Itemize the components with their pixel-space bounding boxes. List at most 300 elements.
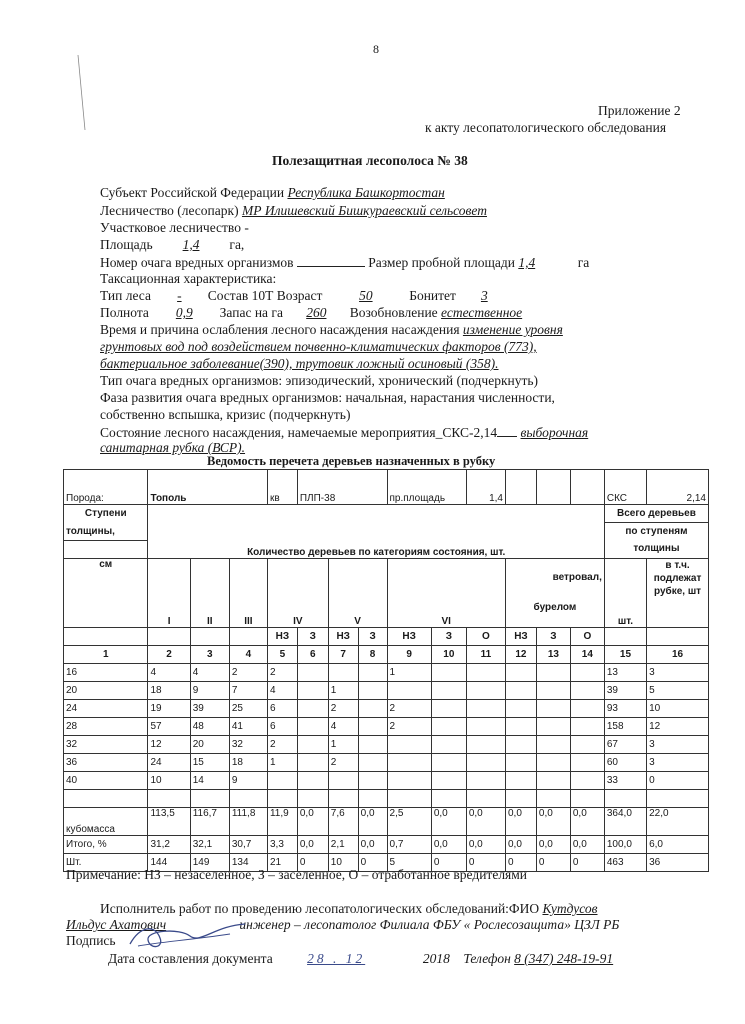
diameter-cell: 36 bbox=[64, 753, 148, 771]
count-cell: 2 bbox=[328, 699, 358, 717]
count-cell bbox=[328, 663, 358, 681]
executor-line bbox=[100, 901, 598, 917]
empty-cell bbox=[358, 789, 387, 807]
column-number-cell: 13 bbox=[536, 645, 570, 663]
bonitet-label: Бонитет bbox=[409, 288, 456, 303]
itogo-cell: 3,3 bbox=[267, 835, 297, 853]
stock-value: 260 bbox=[306, 305, 327, 320]
table-row bbox=[64, 753, 709, 771]
state-line bbox=[100, 424, 588, 441]
count-cell: 3 bbox=[647, 663, 709, 681]
renewal-value: естественное bbox=[441, 305, 523, 320]
count-cell bbox=[536, 699, 570, 717]
count-cell: 12 bbox=[647, 717, 709, 735]
signature-label: Подпись bbox=[66, 933, 116, 948]
taxation-label: Таксационная характеристика: bbox=[100, 271, 277, 286]
density-line bbox=[100, 305, 522, 321]
itogo-cell: 32,1 bbox=[190, 835, 229, 853]
count-cell: 5 bbox=[647, 681, 709, 699]
sample-unit: га bbox=[577, 255, 590, 270]
count-cell bbox=[466, 735, 505, 753]
kubomassa-cell: 2,5 bbox=[387, 807, 431, 835]
sht_row-cell: 10 bbox=[328, 853, 358, 871]
sub-header-cell: НЗ bbox=[267, 627, 297, 645]
itogo-cell: 0,0 bbox=[505, 835, 536, 853]
empty-cell bbox=[570, 470, 604, 505]
count-cell bbox=[358, 753, 387, 771]
count-cell bbox=[536, 753, 570, 771]
diameter-cell: 28 bbox=[64, 717, 148, 735]
count-cell: 0 bbox=[647, 771, 709, 789]
sub-header-cell: О bbox=[570, 627, 604, 645]
page-number: 8 bbox=[373, 42, 379, 56]
empty-cell bbox=[148, 789, 190, 807]
area-value: 1,4 bbox=[182, 237, 200, 252]
table-row bbox=[64, 681, 709, 699]
itogo-row bbox=[64, 835, 709, 853]
header-rubke bbox=[647, 558, 709, 627]
empty-cell bbox=[328, 789, 358, 807]
count-cell bbox=[297, 753, 328, 771]
column-number-cell: 16 bbox=[647, 645, 709, 663]
count-cell: 33 bbox=[604, 771, 646, 789]
count-cell bbox=[505, 753, 536, 771]
vtch-label: в т.ч. bbox=[665, 559, 690, 571]
count-cell bbox=[570, 771, 604, 789]
count-cell: 19 bbox=[148, 699, 190, 717]
area-unit: га, bbox=[229, 237, 245, 252]
table-row bbox=[64, 771, 709, 789]
empty-cell bbox=[267, 789, 297, 807]
header-tolshchiny: толщины, bbox=[64, 523, 148, 541]
phase-line-2: собственно вспышка, кризис (подчеркнуть) bbox=[100, 407, 351, 422]
count-cell bbox=[505, 717, 536, 735]
count-cell bbox=[431, 735, 466, 753]
table-row bbox=[64, 699, 709, 717]
empty-cell bbox=[570, 789, 604, 807]
kubomassa-row bbox=[64, 807, 709, 835]
count-cell bbox=[505, 771, 536, 789]
count-cell bbox=[466, 717, 505, 735]
itogo-cell: 0,0 bbox=[358, 835, 387, 853]
empty-cell bbox=[466, 789, 505, 807]
table-row-empty bbox=[64, 789, 709, 807]
sample-value: 1,4 bbox=[518, 255, 536, 270]
sht_row-cell: 0 bbox=[358, 853, 387, 871]
kubomassa-cell: 113,5 bbox=[148, 807, 190, 835]
date-year: 2018 bbox=[422, 951, 450, 966]
count-cell: 6 bbox=[267, 699, 297, 717]
kubomassa-cell: 11,9 bbox=[267, 807, 297, 835]
district-label: Участковое лесничество - bbox=[100, 220, 249, 235]
empty-cell bbox=[536, 789, 570, 807]
itogo-cell: 6,0 bbox=[647, 835, 709, 853]
area-line bbox=[100, 237, 244, 253]
count-cell: 39 bbox=[190, 699, 229, 717]
column-number-cell: 2 bbox=[148, 645, 190, 663]
kubomassa-cell: 0,0 bbox=[536, 807, 570, 835]
sub-header-cell: З bbox=[358, 627, 387, 645]
count-cell: 2 bbox=[229, 663, 267, 681]
header-row-1 bbox=[64, 505, 709, 523]
podlezhat-label: подлежат bbox=[653, 572, 702, 584]
header-kolichestvo: Количество деревьев по категориям состояния, шт. bbox=[148, 505, 604, 559]
count-cell bbox=[431, 771, 466, 789]
header-tolshchiny-2: толщины bbox=[604, 540, 708, 558]
empty-cell bbox=[536, 470, 570, 505]
count-cell bbox=[431, 663, 466, 681]
phone-label: Телефон bbox=[463, 951, 511, 966]
count-cell: 9 bbox=[229, 771, 267, 789]
sub-header-cell: НЗ bbox=[328, 627, 358, 645]
count-cell bbox=[358, 717, 387, 735]
age-value: 50 bbox=[359, 288, 373, 303]
count-cell bbox=[358, 681, 387, 699]
sht_row-cell: 149 bbox=[190, 853, 229, 871]
forest-type-label: Тип леса bbox=[100, 288, 151, 303]
count-cell bbox=[358, 699, 387, 717]
count-cell bbox=[431, 699, 466, 717]
empty-cell bbox=[190, 627, 229, 645]
count-cell: 13 bbox=[604, 663, 646, 681]
count-cell bbox=[536, 663, 570, 681]
count-cell bbox=[387, 735, 431, 753]
count-cell bbox=[297, 681, 328, 699]
itogo-cell: 0,0 bbox=[570, 835, 604, 853]
count-cell: 3 bbox=[647, 753, 709, 771]
forest-type-value: - bbox=[177, 288, 182, 303]
cat-IV: IV bbox=[267, 558, 328, 627]
count-cell: 1 bbox=[267, 753, 297, 771]
count-cell: 24 bbox=[148, 753, 190, 771]
sks-label: СКС bbox=[604, 470, 646, 505]
cause-value-1: изменение уровня bbox=[462, 322, 563, 337]
count-cell bbox=[505, 699, 536, 717]
empty-cell bbox=[229, 627, 267, 645]
count-cell: 25 bbox=[229, 699, 267, 717]
data-rows bbox=[64, 663, 709, 807]
area-meta-value: 1,4 bbox=[466, 470, 505, 505]
count-cell bbox=[466, 771, 505, 789]
count-cell bbox=[570, 753, 604, 771]
count-cell bbox=[297, 735, 328, 753]
diameter-cell: 32 bbox=[64, 735, 148, 753]
subject-value: Республика Башкортостан bbox=[287, 185, 445, 200]
header-po-stupenyam: по ступеням bbox=[604, 523, 708, 541]
cause-label: Время и причина ослабления лесного насаждения насаждения bbox=[100, 322, 460, 337]
sht_row-cell: 134 bbox=[229, 853, 267, 871]
empty-cell bbox=[431, 789, 466, 807]
count-cell bbox=[267, 771, 297, 789]
cat-III: III bbox=[229, 558, 267, 627]
count-cell: 1 bbox=[328, 681, 358, 699]
count-cell bbox=[536, 681, 570, 699]
kubomassa-cell: 0,0 bbox=[505, 807, 536, 835]
count-cell: 4 bbox=[267, 681, 297, 699]
count-cell: 39 bbox=[604, 681, 646, 699]
count-cell bbox=[570, 735, 604, 753]
kubomassa-cell: 22,0 bbox=[647, 807, 709, 835]
sht_row-cell: 21 bbox=[267, 853, 297, 871]
sub-header-cell: З bbox=[297, 627, 328, 645]
cause-value-3: бактериальное заболевание(390), трутовик ложный осиновый (358). bbox=[100, 356, 499, 371]
date-value: 28 . 12 bbox=[307, 951, 366, 966]
sht_row-cell: 463 bbox=[604, 853, 646, 871]
cat-VI: VI bbox=[387, 558, 505, 627]
sht_row-cell: 0 bbox=[570, 853, 604, 871]
focus-blank bbox=[297, 254, 365, 267]
executor-surname: Кутдусов bbox=[542, 901, 598, 916]
count-cell bbox=[466, 681, 505, 699]
empty-cell bbox=[647, 627, 709, 645]
date-label: Дата составления документа bbox=[108, 951, 273, 966]
count-cell: 3 bbox=[647, 735, 709, 753]
count-cell: 4 bbox=[148, 663, 190, 681]
count-cell: 67 bbox=[604, 735, 646, 753]
poroda-label: Порода: bbox=[64, 470, 148, 505]
itogo-cell: 0,0 bbox=[431, 835, 466, 853]
count-cell: 48 bbox=[190, 717, 229, 735]
empty-cell bbox=[64, 540, 148, 558]
count-cell bbox=[570, 663, 604, 681]
header-stupeni: Ступени bbox=[64, 505, 148, 523]
empty-cell bbox=[604, 627, 646, 645]
count-cell bbox=[387, 771, 431, 789]
empty-cell bbox=[505, 470, 536, 505]
count-cell: 2 bbox=[387, 699, 431, 717]
header-sm: см bbox=[64, 558, 148, 627]
column-number-row bbox=[64, 645, 709, 663]
forestry-label: Лесничество (лесопарк) bbox=[100, 203, 239, 218]
empty-cell bbox=[647, 789, 709, 807]
diameter-cell: 20 bbox=[64, 681, 148, 699]
count-cell: 12 bbox=[148, 735, 190, 753]
kv-value: ПЛП-38 bbox=[297, 470, 387, 505]
kubomassa-cell: 7,6 bbox=[328, 807, 358, 835]
sub-header-cell: З bbox=[431, 627, 466, 645]
count-cell: 57 bbox=[148, 717, 190, 735]
density-value: 0,9 bbox=[175, 305, 193, 320]
empty-cell bbox=[64, 627, 148, 645]
count-cell bbox=[431, 681, 466, 699]
count-cell bbox=[536, 771, 570, 789]
table-title: Ведомость перечета деревьев назначенных в рубку bbox=[207, 454, 496, 468]
itogo-cell: 0,0 bbox=[536, 835, 570, 853]
count-cell: 6 bbox=[267, 717, 297, 735]
column-number-cell: 15 bbox=[604, 645, 646, 663]
empty-cell bbox=[604, 789, 646, 807]
sht_row-cell: 144 bbox=[148, 853, 190, 871]
phase-line-1: Фаза развития очага вредных организмов: начальная, нарастания численности, bbox=[100, 390, 555, 405]
count-cell: 10 bbox=[148, 771, 190, 789]
diameter-cell: 40 bbox=[64, 771, 148, 789]
count-cell bbox=[505, 681, 536, 699]
sht_row-cell: 0 bbox=[431, 853, 466, 871]
itogo-cell: 0,7 bbox=[387, 835, 431, 853]
rubke-label: рубке, шт bbox=[654, 585, 702, 597]
signature-line bbox=[66, 933, 116, 949]
count-cell: 15 bbox=[190, 753, 229, 771]
subject-line bbox=[100, 185, 445, 201]
table-row bbox=[64, 663, 709, 681]
kubomassa-cell: 111,8 bbox=[229, 807, 267, 835]
forestry-line bbox=[100, 203, 487, 219]
itogo-cell: 0,0 bbox=[297, 835, 328, 853]
empty-cell bbox=[387, 789, 431, 807]
count-cell bbox=[466, 753, 505, 771]
subject-label: Субъект Российской Федерации bbox=[100, 185, 285, 200]
cat-V: V bbox=[328, 558, 387, 627]
count-cell bbox=[297, 771, 328, 789]
table-meta-row bbox=[64, 470, 709, 505]
empty-cell bbox=[297, 789, 328, 807]
empty-cell bbox=[64, 789, 148, 807]
column-number-cell: 9 bbox=[387, 645, 431, 663]
kubomassa-cell: 0,0 bbox=[466, 807, 505, 835]
sample-label: Размер пробной площади bbox=[368, 255, 515, 270]
count-cell: 1 bbox=[328, 735, 358, 753]
count-cell: 32 bbox=[229, 735, 267, 753]
sks-value: 2,14 bbox=[647, 470, 709, 505]
empty-cell bbox=[229, 789, 267, 807]
kubomassa-cell: 0,0 bbox=[570, 807, 604, 835]
cause-value-2: грунтовых вод под воздействием почвенно-климатических факторов (773), bbox=[100, 339, 537, 354]
count-cell bbox=[358, 735, 387, 753]
sht_row-cell: 36 bbox=[647, 853, 709, 871]
count-cell bbox=[536, 717, 570, 735]
table-note: Примечание: НЗ – незаселенное, З – заселенное, О – отработанное вредителями bbox=[66, 867, 528, 882]
column-number-cell: 7 bbox=[328, 645, 358, 663]
empty-cell bbox=[505, 789, 536, 807]
composition-label: Состав 10Т Возраст bbox=[207, 288, 323, 303]
header-vsego: Всего деревьев bbox=[604, 505, 708, 523]
state-value-1: выборочная bbox=[520, 425, 589, 440]
executor-label: Исполнитель работ по проведению лесопатологических обследований:ФИО bbox=[100, 901, 540, 916]
focus-type: Тип очага вредных организмов: эпизодический, хронический (подчеркнуть) bbox=[100, 373, 539, 388]
count-cell bbox=[358, 663, 387, 681]
kubomassa-cell: 0,0 bbox=[358, 807, 387, 835]
area-label: Площадь bbox=[100, 237, 153, 252]
header-row-4 bbox=[64, 558, 709, 627]
column-number-cell: 14 bbox=[570, 645, 604, 663]
appendix-line-1: Приложение 2 bbox=[598, 103, 681, 118]
sub-header-row bbox=[64, 627, 709, 645]
handwritten-signature bbox=[120, 916, 250, 956]
count-cell bbox=[536, 735, 570, 753]
count-cell: 20 bbox=[190, 735, 229, 753]
sub-header-cell: О bbox=[466, 627, 505, 645]
count-cell: 1 bbox=[387, 663, 431, 681]
count-cell: 2 bbox=[328, 753, 358, 771]
count-cell bbox=[505, 663, 536, 681]
count-cell bbox=[570, 717, 604, 735]
column-number-cell: 8 bbox=[358, 645, 387, 663]
count-cell: 4 bbox=[190, 663, 229, 681]
count-cell: 2 bbox=[267, 735, 297, 753]
stock-label: Запас на га bbox=[219, 305, 283, 320]
count-cell: 4 bbox=[328, 717, 358, 735]
sht_row-cell: 0 bbox=[297, 853, 328, 871]
phone-value: 8 (347) 248-19-91 bbox=[514, 951, 614, 966]
column-number-cell: 3 bbox=[190, 645, 229, 663]
state-value-2: санитарная рубка (ВСР). bbox=[100, 440, 246, 455]
itogo-cell: 100,0 bbox=[604, 835, 646, 853]
focus-label: Номер очага вредных организмов bbox=[100, 255, 294, 270]
sht_row-cell: 5 bbox=[387, 853, 431, 871]
forest-type-line bbox=[100, 288, 509, 304]
kubomassa-cell: 0,0 bbox=[297, 807, 328, 835]
focus-line bbox=[100, 254, 589, 271]
sht_row-cell: 0 bbox=[536, 853, 570, 871]
count-cell: 18 bbox=[148, 681, 190, 699]
vetroval-label: ветровал, bbox=[552, 571, 602, 583]
column-number-cell: 10 bbox=[431, 645, 466, 663]
empty-cell bbox=[190, 789, 229, 807]
table-row bbox=[64, 735, 709, 753]
count-cell: 2 bbox=[387, 717, 431, 735]
count-cell: 2 bbox=[267, 663, 297, 681]
column-number-cell: 6 bbox=[297, 645, 328, 663]
area-meta-label: пр.площадь bbox=[387, 470, 466, 505]
count-cell: 60 bbox=[604, 753, 646, 771]
count-cell: 18 bbox=[229, 753, 267, 771]
burelom-label: бурелом bbox=[533, 601, 577, 613]
count-cell: 41 bbox=[229, 717, 267, 735]
state-blank bbox=[497, 424, 517, 437]
count-cell bbox=[387, 681, 431, 699]
renewal-label: Возобновление bbox=[349, 305, 438, 320]
count-cell bbox=[570, 699, 604, 717]
cat-II: II bbox=[190, 558, 229, 627]
cat-vetroval bbox=[505, 558, 604, 627]
itogo-cell: 30,7 bbox=[229, 835, 267, 853]
sub-header-cell: НЗ bbox=[387, 627, 431, 645]
empty-cell bbox=[148, 627, 190, 645]
date-line bbox=[108, 951, 613, 967]
count-cell bbox=[505, 735, 536, 753]
count-cell bbox=[570, 681, 604, 699]
count-cell bbox=[431, 717, 466, 735]
column-number-cell: 11 bbox=[466, 645, 505, 663]
diameter-cell: 16 bbox=[64, 663, 148, 681]
sht_row-cell: 0 bbox=[466, 853, 505, 871]
count-cell bbox=[297, 699, 328, 717]
itogo-cell: 31,2 bbox=[148, 835, 190, 853]
count-cell bbox=[358, 771, 387, 789]
sht_row-cell: Шт. bbox=[64, 853, 148, 871]
table-row bbox=[64, 717, 709, 735]
cause-line bbox=[100, 322, 563, 338]
kubomassa-cell: 364,0 bbox=[604, 807, 646, 835]
itogo-cell: 0,0 bbox=[466, 835, 505, 853]
poroda-value: Тополь bbox=[148, 470, 268, 505]
count-cell bbox=[431, 753, 466, 771]
count-cell: 9 bbox=[190, 681, 229, 699]
sub-header-cell: НЗ bbox=[505, 627, 536, 645]
count-cell bbox=[328, 771, 358, 789]
count-cell bbox=[297, 663, 328, 681]
trees-table bbox=[63, 469, 709, 872]
count-cell: 14 bbox=[190, 771, 229, 789]
count-cell bbox=[466, 663, 505, 681]
count-cell: 158 bbox=[604, 717, 646, 735]
bonitet-value: 3 bbox=[480, 288, 488, 303]
state-label: Состояние лесного насаждения, намечаемые мероприятия_СКС-2,14 bbox=[100, 425, 498, 440]
count-cell bbox=[466, 699, 505, 717]
count-cell: 93 bbox=[604, 699, 646, 717]
itogo-cell: 2,1 bbox=[328, 835, 358, 853]
sht_row-cell: 0 bbox=[505, 853, 536, 871]
